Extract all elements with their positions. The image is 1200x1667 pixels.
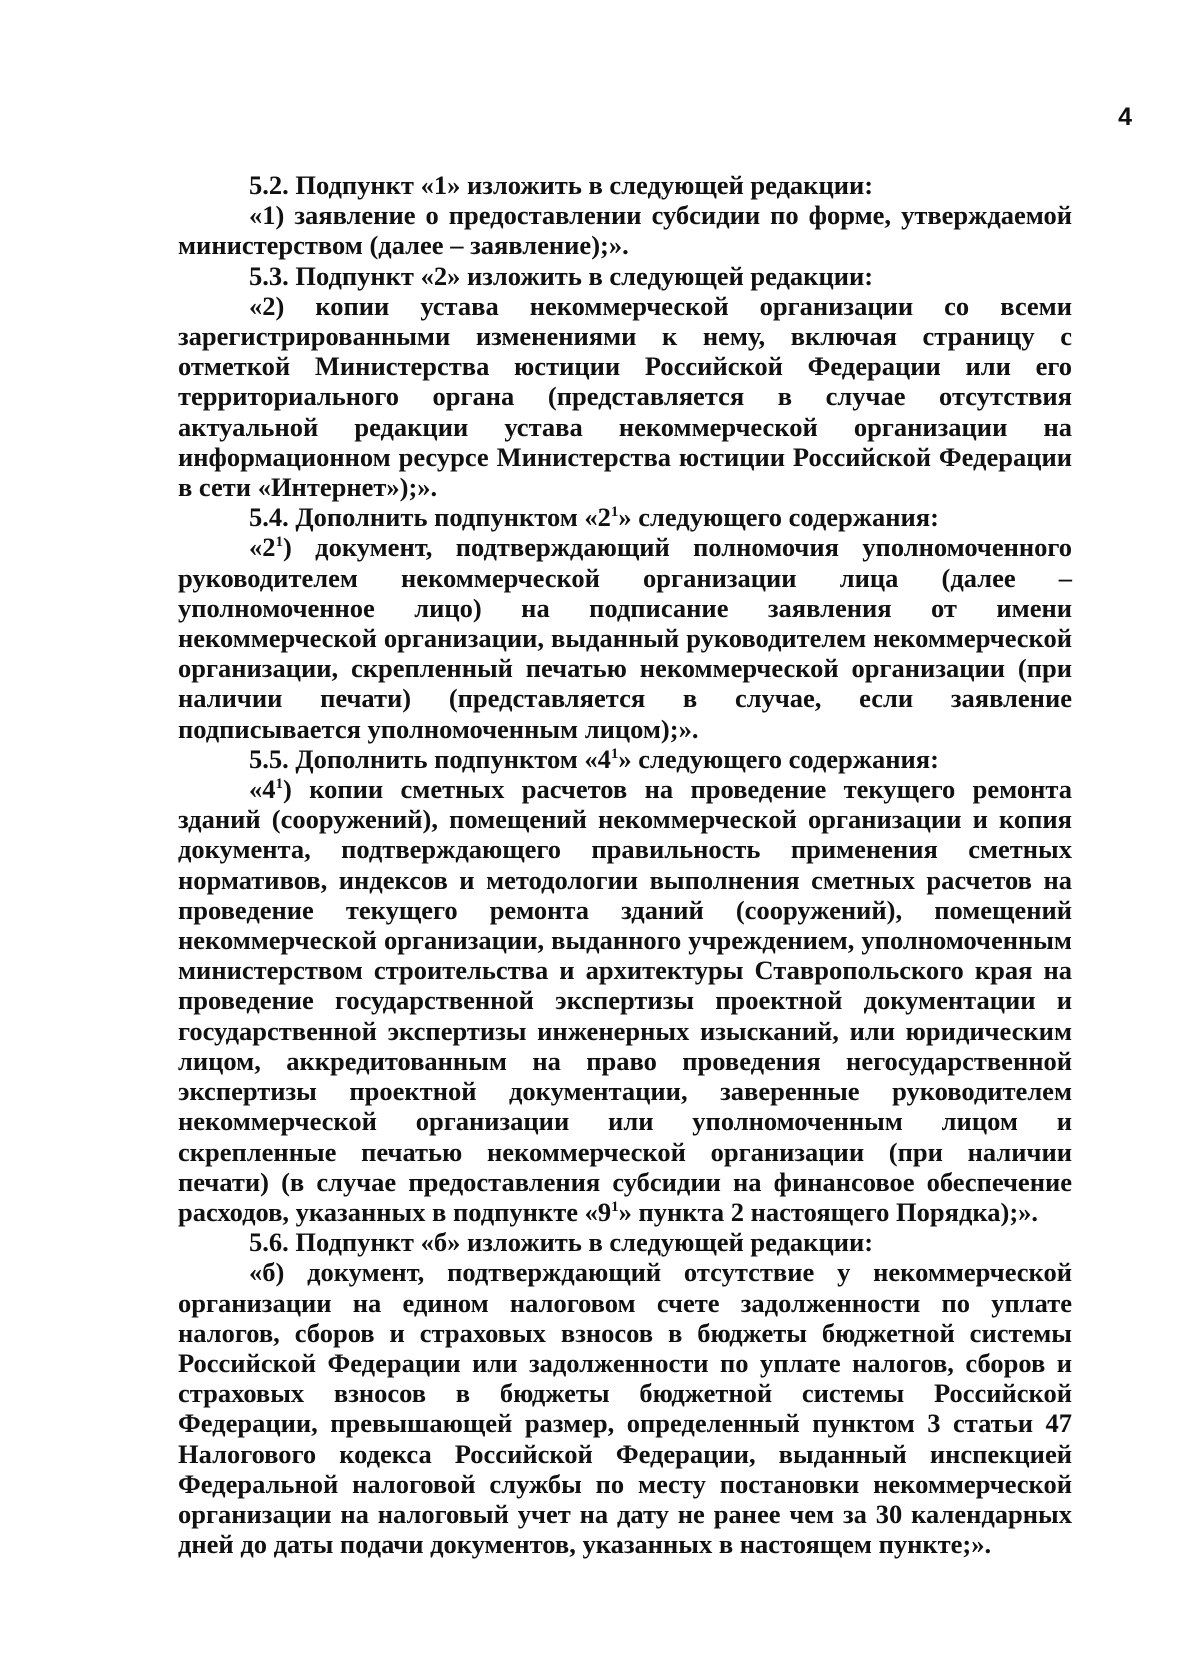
superscript: 1 (610, 504, 619, 521)
paragraph-5-2: 5.2. Подпункт «1» изложить в следующей редакции: (249, 170, 874, 200)
superscript: 1 (275, 534, 283, 551)
paragraph-5-3: 5.3. Подпункт «2» изложить в следующей редакции: (249, 260, 874, 291)
page-number: 4 (1118, 103, 1132, 131)
paragraph-5-5-before: 5.5. Дополнить подпунктом «4 (249, 743, 611, 774)
paragraph-5-5 (178, 744, 1072, 774)
paragraph-subitem-2: «2) копии устава некоммерческой организации со всеми зарегистрированными изменениями к нему, включая страницу с отметкой Министерства юстиции Российской Федерации или его территориального органа (представляется в случае отсутствия актуальной редакции устава некоммерческой организации на информационном ресурсе Министерства юстиции Российской Федерации в сети «Интернет»);». (178, 290, 1072, 503)
superscript: 1 (275, 776, 283, 793)
superscript: 1 (611, 1199, 619, 1216)
paragraph-subitem-2-1-before: «2 (249, 532, 276, 563)
paragraph-5-4-before: 5.4. Дополнить подпунктом «2 (249, 502, 611, 533)
paragraph-subitem-4-1-after: ) копии сметных расчетов на проведение текущего ремонта зданий (сооружений), помещений некоммерческой организации и копия документа, подтверждающего правильность применения сметных нормативов, индексов и методологии выполнения сметных расчетов на проведение текущего ремонта зданий (сооружений), помещений некоммерческой организации, выданного учреждением, уполномоченным министерством строительства и архитектуры Ставропольского края на проведение государственной экспертизы проектной документации и государственной экспертизы инженерных изысканий, или юридическим лицом, аккредитованным на право проведения негосударственной экспертизы проектной документации, заверенные руководителем некоммерческой организации или уполномоченным лицом и скрепленные печатью некоммерческой организации (при наличии печати) (в случае предоставления субсидии на финансовое обеспечение расходов, указанных в подпункте «9 (178, 774, 1072, 1227)
paragraph-subitem-4-1 (178, 774, 1072, 1227)
paragraph-subitem-4-1-tail: » пункта 2 настоящего Порядка);». (618, 1196, 1039, 1227)
paragraph-subitem-2-1 (178, 532, 1072, 743)
paragraph-5-5-after: » следующего содержания: (618, 743, 939, 774)
paragraph-5-4-after: » следующего содержания: (618, 502, 939, 533)
paragraph-subitem-6: «б) документ, подтверждающий отсутствие у некоммерческой организации на едином налоговом счете задолженности по уплате налогов, сборов и страховых взносов в бюджеты бюджетной системы Российской Федерации или задолженности по уплате налогов, сборов и страховых взносов в бюджеты бюджетной системы Российской Федерации, превышающей размер, определенный пунктом 3 статьи 47 Налогового кодекса Российской Федерации, выданный инспекцией Федеральной налоговой службы по месту постановки некоммерческой организации на налоговый учет на дату не ранее чем за 30 календарных дней до даты подачи документов, указанных в настоящем пункте;». (178, 1257, 1072, 1560)
paragraph-subitem-1: «1) заявление о предоставлении субсидии по форме, утверждаемой министерством (далее – заявление);». (178, 200, 1072, 261)
paragraph-subitem-4-1-before: «4 (249, 774, 276, 805)
superscript: 1 (610, 746, 619, 763)
paragraph-subitem-2-1-after: ) документ, подтверждающий полномочия уполномоченного руководителем некоммерческой организации лица (далее – уполномоченное лицо) на подписание заявления от имени некоммерческой организации, выданный руководителем некоммерческой организации, скрепленный печатью некоммерческой организации (при наличии печати) (представляется в случае, если заявление подписывается уполномоченным лицом);». (178, 532, 1072, 744)
paragraph-5-4 (178, 502, 1072, 532)
paragraph-5-6: 5.6. Подпункт «б» изложить в следующей редакции: (249, 1227, 874, 1258)
document-body (178, 170, 1072, 1559)
